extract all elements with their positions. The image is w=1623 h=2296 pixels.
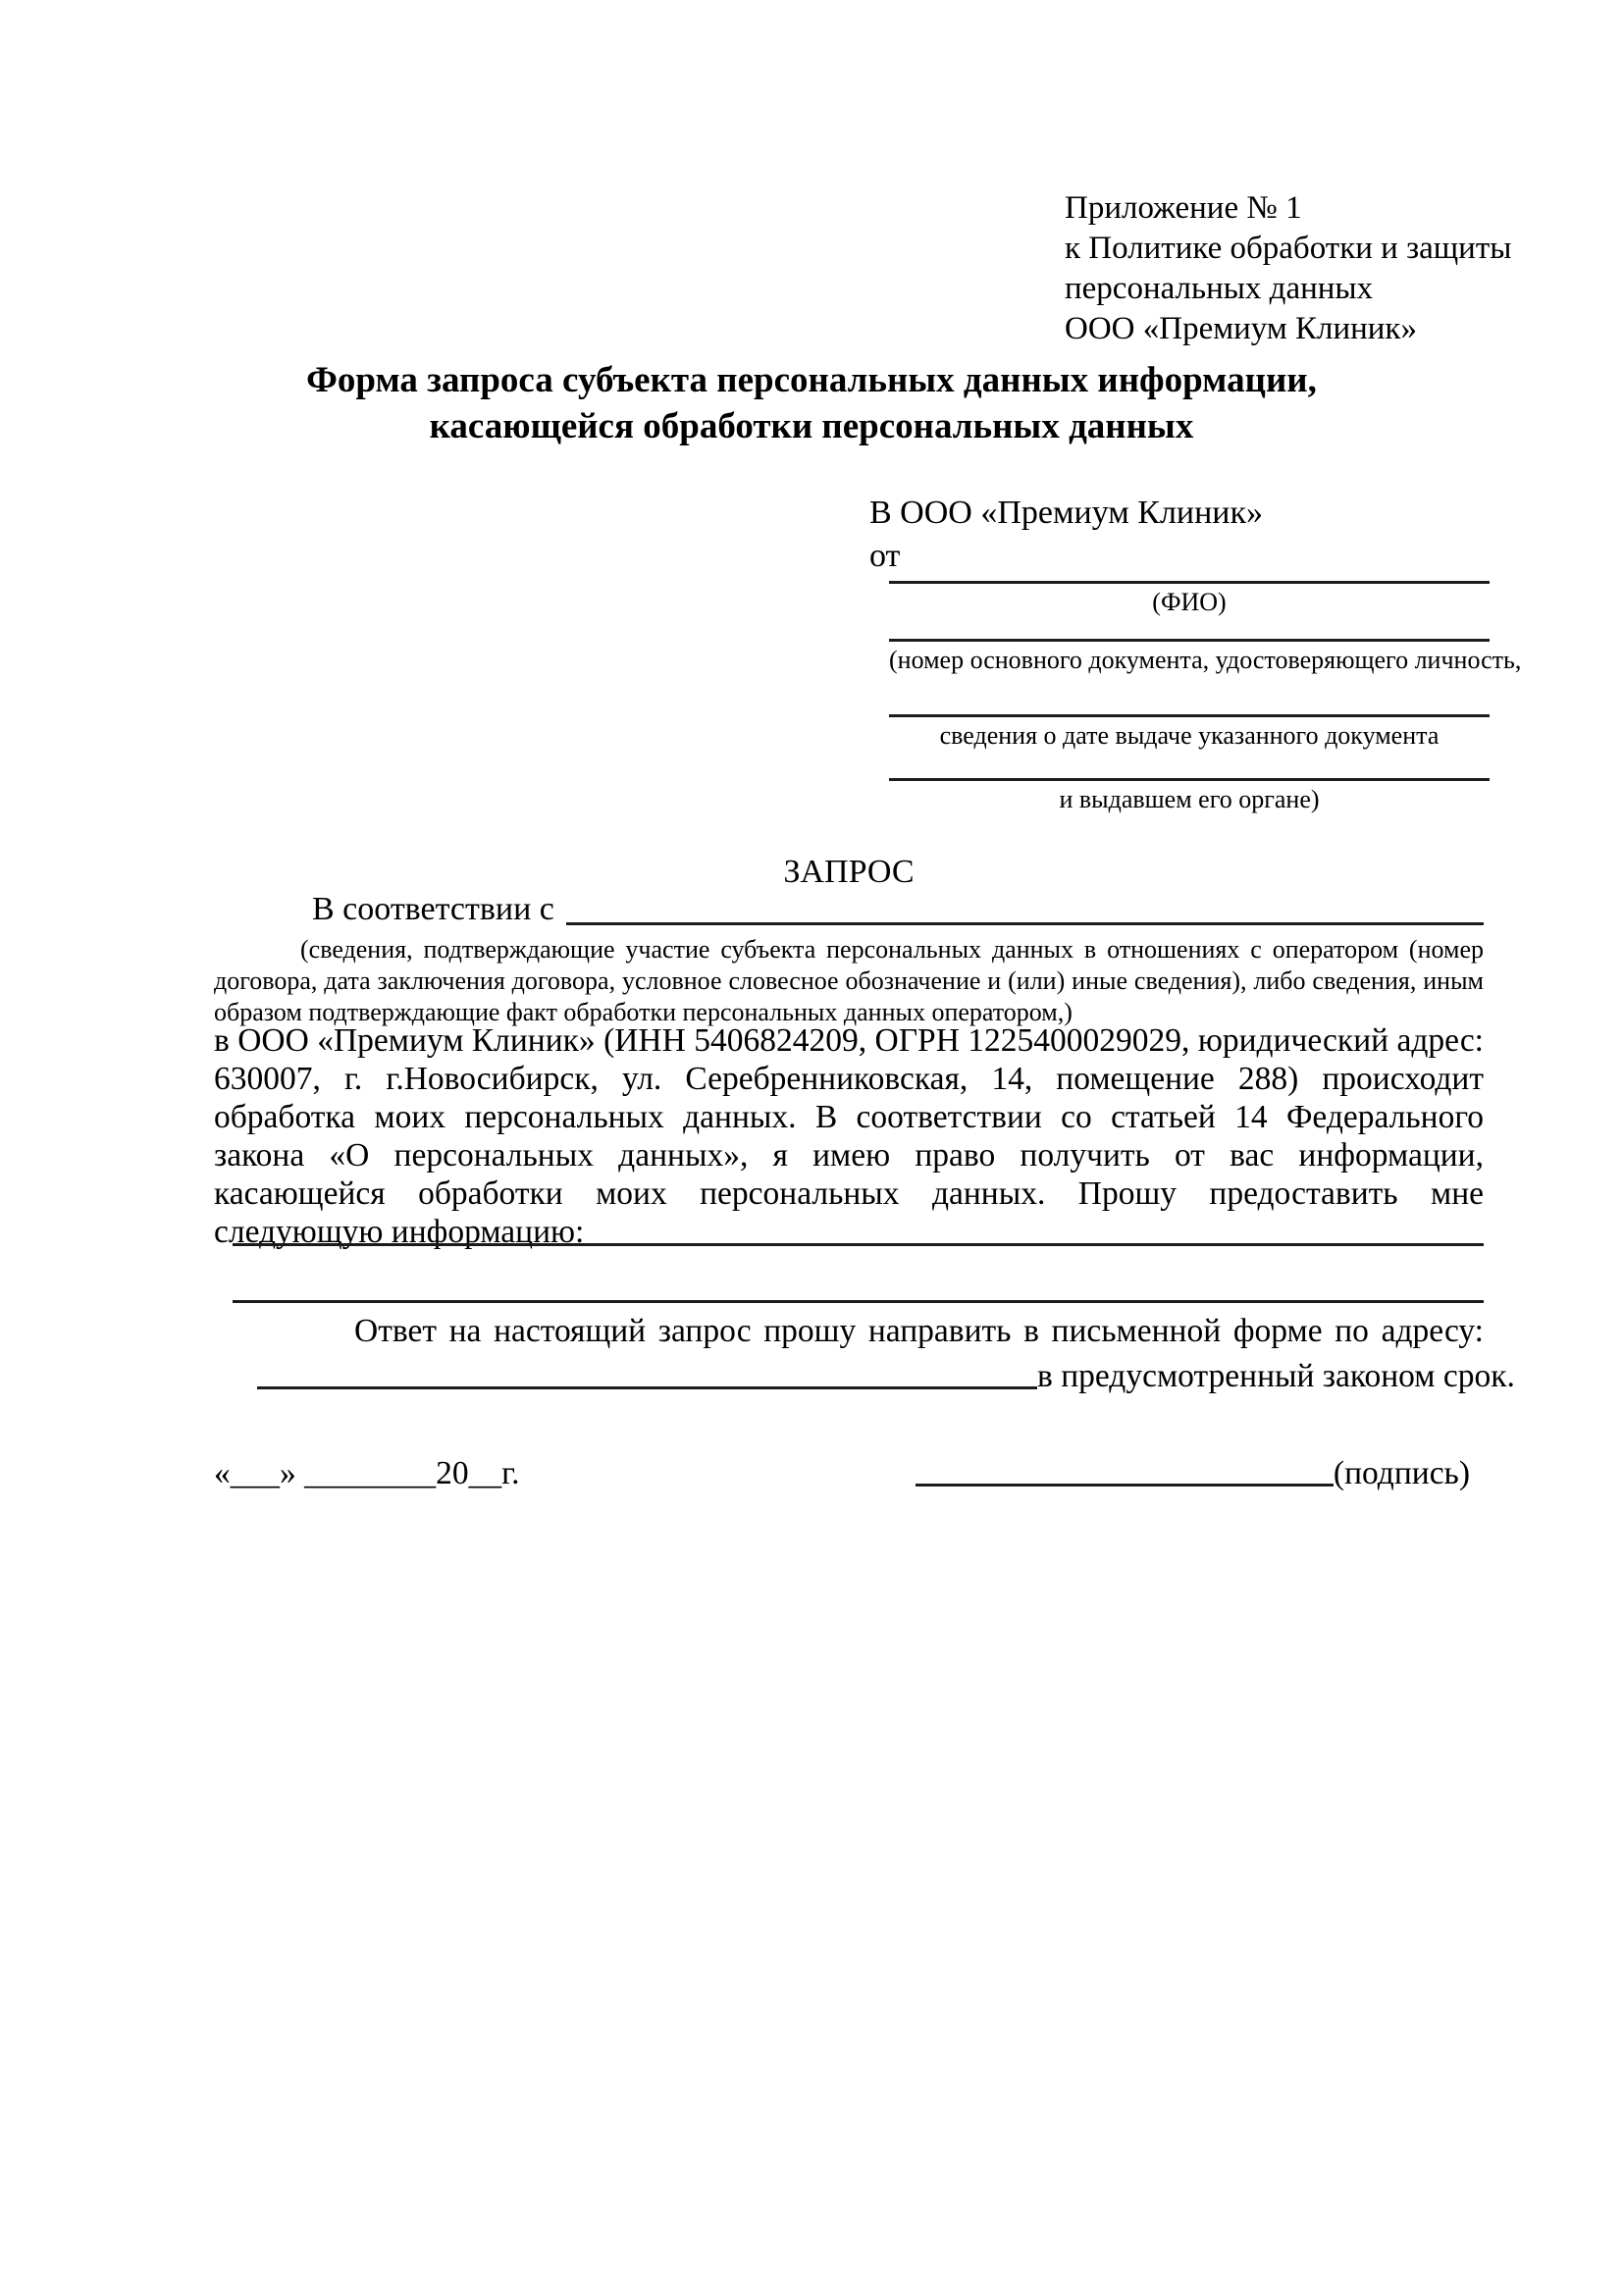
info-blank-line-1 xyxy=(233,1243,1484,1246)
recipient-from-label: от xyxy=(869,538,901,574)
signature-blank-line xyxy=(916,1484,1334,1487)
issuing-authority-caption: и выдавшем его органе) xyxy=(1059,785,1320,813)
reply-suffix: в предусмотренный законом срок. xyxy=(1037,1358,1515,1394)
address-blank-line xyxy=(257,1386,1037,1389)
reply-paragraph xyxy=(214,1312,1515,1395)
appendix-note-line-3: персональных данных xyxy=(1065,271,1374,306)
appendix-note-line-2: к Политике обработки и защиты xyxy=(1065,231,1512,266)
info-blank-line-2 xyxy=(233,1300,1484,1303)
appendix-note xyxy=(1065,188,1511,349)
date-blank: «___» ________20__г. xyxy=(214,1455,520,1491)
signature-caption: (подпись) xyxy=(1333,1455,1470,1491)
recipient-block xyxy=(869,492,1263,578)
issue-date-blank-line xyxy=(889,714,1490,717)
recipient-org: В ООО «Премиум Клиник» xyxy=(869,495,1264,531)
reply-row xyxy=(214,1357,1515,1395)
form-title-line-2: касающейся обработки персональных данных xyxy=(429,406,1194,446)
fio-blank-line xyxy=(889,581,1490,584)
fio-caption: (ФИО) xyxy=(1152,588,1227,616)
form-title xyxy=(142,357,1481,449)
document-number-blank-line xyxy=(889,639,1490,642)
accordance-row xyxy=(214,889,1484,930)
accordance-prefix: В соответствии с xyxy=(312,891,554,927)
accordance-blank-line xyxy=(566,889,1484,925)
request-body: в ООО «Премиум Клиник» (ИНН 5406824209, ОГРН 1225400029029, юридический адрес: 630007, г. г.Новосибирск, ул. Серебренниковская, 14, помещение 288) происходит обработка моих персональных данных. В соответствии со статьей 14 Федерального закона «О персональных данных», я имею право получить от вас информации, касающейся обработки моих персональных данных. Прошу предоставить мне следующую информацию: xyxy=(214,1022,1484,1250)
request-heading: ЗАПРОС xyxy=(783,854,915,890)
appendix-note-line-4: ООО «Премиум Клиник» xyxy=(1065,311,1417,346)
appendix-note-line-1: Приложение № 1 xyxy=(1065,190,1302,226)
document-number-caption: (номер основного документа, удостоверяющего личность, xyxy=(889,646,1522,674)
reply-sentence: Ответ на настоящий запрос прошу направить в письменной форме по адресу: xyxy=(354,1313,1484,1349)
footnote: (сведения, подтверждающие участие субъекта персональных данных в отношениях с оператором (номер договора, дата заключения договора, условное словесное обозначение и (или) иные сведения), либо сведения, иным образом подтверждающие факт обработки персональных данных оператором,) xyxy=(214,935,1484,1026)
form-title-line-1: Форма запроса субъекта персональных данных информации, xyxy=(306,360,1317,400)
issue-date-caption: сведения о дате выдаче указанного документа xyxy=(939,721,1440,750)
signature-block xyxy=(916,1455,1470,1492)
issuing-authority-blank-line xyxy=(889,778,1490,781)
